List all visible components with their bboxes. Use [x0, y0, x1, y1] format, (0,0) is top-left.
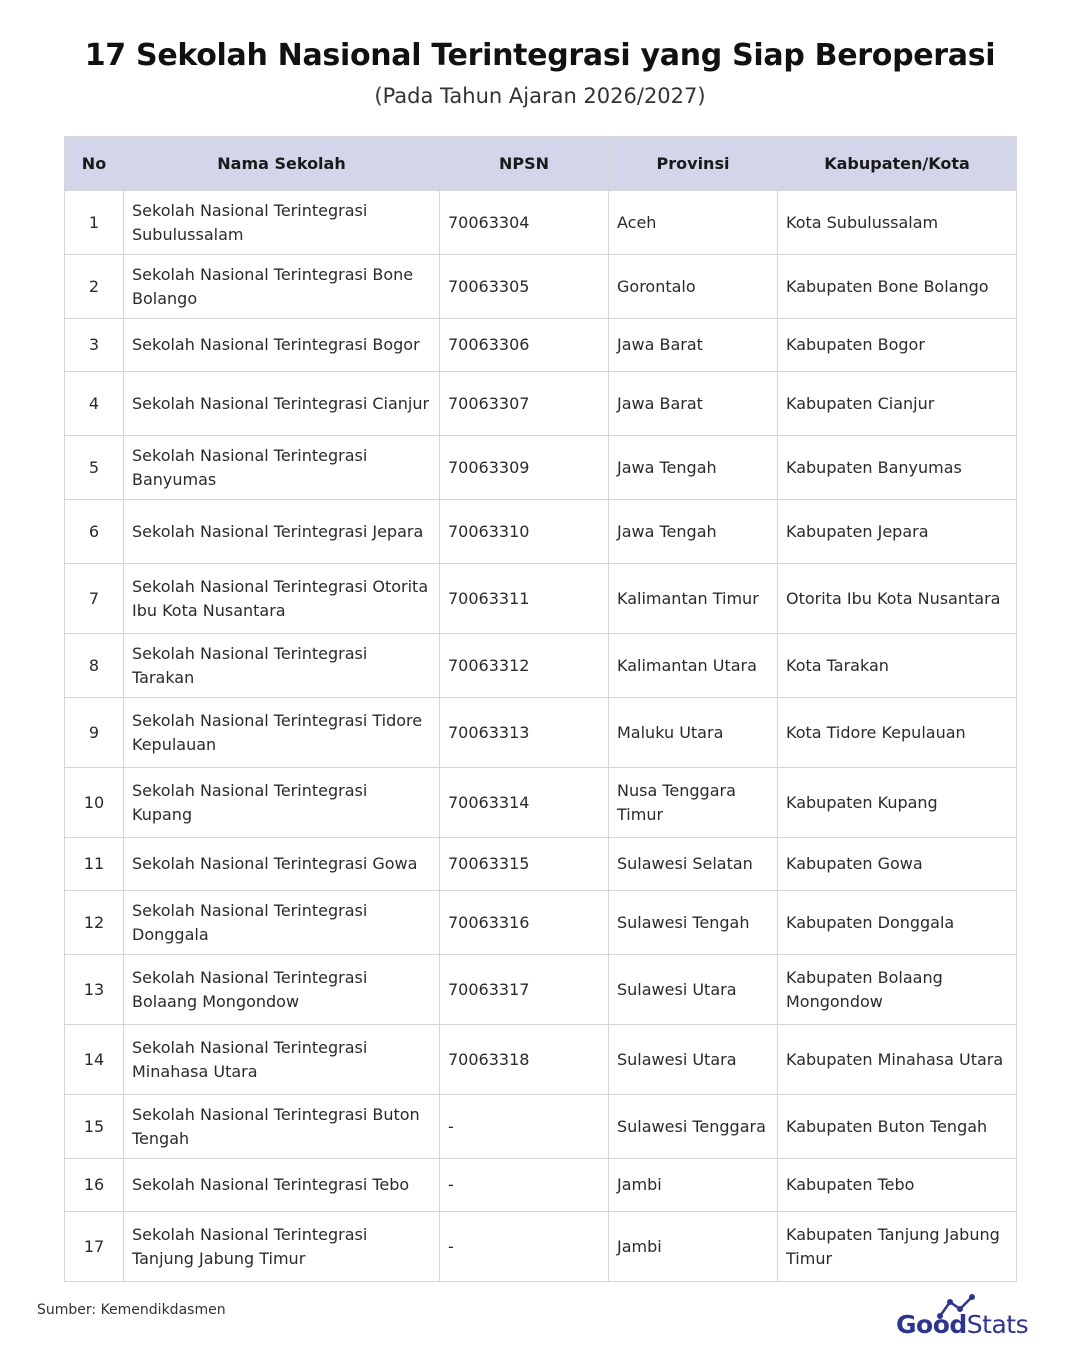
regency-city-cell: Kabupaten Buton Tengah — [778, 1095, 1017, 1159]
row-no-cell: 12 — [65, 891, 124, 955]
page-subtitle: (Pada Tahun Ajaran 2026/2027) — [374, 84, 706, 108]
province-cell: Sulawesi Utara — [609, 955, 778, 1025]
page-title: 17 Sekolah Nasional Terintegrasi yang Siap Beroperasi — [84, 38, 996, 73]
logo-text-stats: Stats — [966, 1310, 1029, 1339]
row-no-cell: 2 — [65, 255, 124, 319]
regency-city-cell: Kabupaten Cianjur — [778, 372, 1017, 436]
regency-city-cell: Kabupaten Jepara — [778, 500, 1017, 564]
province-cell: Jambi — [609, 1212, 778, 1282]
goodstats-logo — [896, 1292, 1056, 1340]
trend-line-icon — [896, 1292, 1056, 1340]
province-cell: Aceh — [609, 191, 778, 255]
row-no-cell: 4 — [65, 372, 124, 436]
row-no-cell: 8 — [65, 634, 124, 698]
regency-city-cell: Kabupaten Kupang — [778, 768, 1017, 838]
table-row — [65, 372, 1017, 436]
regency-city-cell: Kabupaten Bogor — [778, 319, 1017, 372]
table-row — [65, 191, 1017, 255]
province-cell: Sulawesi Selatan — [609, 838, 778, 891]
npsn-code-cell: 70063316 — [440, 891, 609, 955]
regency-city-cell: Kabupaten Gowa — [778, 838, 1017, 891]
column-header-provinsi: Provinsi — [609, 137, 778, 191]
row-no-cell: 14 — [65, 1025, 124, 1095]
province-cell: Jawa Tengah — [609, 436, 778, 500]
school-name-cell: Sekolah Nasional Terintegrasi Minahasa Utara — [124, 1025, 440, 1095]
table-row — [65, 436, 1017, 500]
province-cell: Kalimantan Timur — [609, 564, 778, 634]
school-name-cell: Sekolah Nasional Terintegrasi Tidore Kepulauan — [124, 698, 440, 768]
province-cell: Jawa Tengah — [609, 500, 778, 564]
school-name-cell: Sekolah Nasional Terintegrasi Subulussalam — [124, 191, 440, 255]
column-header-npsn: NPSN — [440, 137, 609, 191]
row-no-cell: 1 — [65, 191, 124, 255]
school-name-cell: Sekolah Nasional Terintegrasi Bolaang Mongondow — [124, 955, 440, 1025]
regency-city-cell: Kabupaten Donggala — [778, 891, 1017, 955]
province-cell: Kalimantan Utara — [609, 634, 778, 698]
schools-table — [64, 136, 1017, 1282]
province-cell: Jambi — [609, 1159, 778, 1212]
school-name-cell: Sekolah Nasional Terintegrasi Bogor — [124, 319, 440, 372]
npsn-code-cell: 70063305 — [440, 255, 609, 319]
npsn-code-cell: 70063307 — [440, 372, 609, 436]
npsn-code-cell: 70063317 — [440, 955, 609, 1025]
province-cell: Sulawesi Tenggara — [609, 1095, 778, 1159]
table-row — [65, 955, 1017, 1025]
row-no-cell: 10 — [65, 768, 124, 838]
province-cell: Gorontalo — [609, 255, 778, 319]
school-name-cell: Sekolah Nasional Terintegrasi Tebo — [124, 1159, 440, 1212]
npsn-code-cell: 70063313 — [440, 698, 609, 768]
regency-city-cell: Kota Tidore Kepulauan — [778, 698, 1017, 768]
npsn-code-cell: 70063311 — [440, 564, 609, 634]
regency-city-cell: Kota Tarakan — [778, 634, 1017, 698]
school-name-cell: Sekolah Nasional Terintegrasi Jepara — [124, 500, 440, 564]
school-name-cell: Sekolah Nasional Terintegrasi Donggala — [124, 891, 440, 955]
npsn-code-cell: 70063314 — [440, 768, 609, 838]
province-cell: Sulawesi Tengah — [609, 891, 778, 955]
regency-city-cell: Kabupaten Minahasa Utara — [778, 1025, 1017, 1095]
npsn-code-cell: 70063306 — [440, 319, 609, 372]
province-cell: Maluku Utara — [609, 698, 778, 768]
table-row — [65, 634, 1017, 698]
table-row — [65, 1025, 1017, 1095]
table-row — [65, 838, 1017, 891]
row-no-cell: 6 — [65, 500, 124, 564]
row-no-cell: 17 — [65, 1212, 124, 1282]
school-name-cell: Sekolah Nasional Terintegrasi Tanjung Jabung Timur — [124, 1212, 440, 1282]
table-row — [65, 319, 1017, 372]
table-row — [65, 500, 1017, 564]
npsn-code-cell: - — [440, 1095, 609, 1159]
column-header-kabupaten-kota: Kabupaten/Kota — [778, 137, 1017, 191]
row-no-cell: 5 — [65, 436, 124, 500]
province-cell: Sulawesi Utara — [609, 1025, 778, 1095]
npsn-code-cell: 70063312 — [440, 634, 609, 698]
regency-city-cell: Kabupaten Tebo — [778, 1159, 1017, 1212]
column-header-no: No — [65, 137, 124, 191]
table-header-row — [65, 137, 1017, 191]
logo-trend-dot — [969, 1294, 975, 1300]
table-row — [65, 255, 1017, 319]
regency-city-cell: Kabupaten Bone Bolango — [778, 255, 1017, 319]
table-body — [65, 191, 1017, 1282]
table-row — [65, 1212, 1017, 1282]
school-name-cell: Sekolah Nasional Terintegrasi Buton Tengah — [124, 1095, 440, 1159]
province-cell: Jawa Barat — [609, 319, 778, 372]
row-no-cell: 9 — [65, 698, 124, 768]
regency-city-cell: Kota Subulussalam — [778, 191, 1017, 255]
logo-trend-dot — [947, 1299, 953, 1305]
npsn-code-cell: - — [440, 1159, 609, 1212]
province-cell: Nusa Tenggara Timur — [609, 768, 778, 838]
school-name-cell: Sekolah Nasional Terintegrasi Tarakan — [124, 634, 440, 698]
regency-city-cell: Otorita Ibu Kota Nusantara — [778, 564, 1017, 634]
row-no-cell: 16 — [65, 1159, 124, 1212]
source-note: Sumber: Kemendikdasmen — [37, 1302, 226, 1318]
table-row — [65, 1159, 1017, 1212]
row-no-cell: 3 — [65, 319, 124, 372]
row-no-cell: 15 — [65, 1095, 124, 1159]
npsn-code-cell: - — [440, 1212, 609, 1282]
npsn-code-cell: 70063315 — [440, 838, 609, 891]
column-header-nama-sekolah: Nama Sekolah — [124, 137, 440, 191]
row-no-cell: 11 — [65, 838, 124, 891]
school-name-cell: Sekolah Nasional Terintegrasi Cianjur — [124, 372, 440, 436]
table-row — [65, 698, 1017, 768]
table-row — [65, 768, 1017, 838]
school-name-cell: Sekolah Nasional Terintegrasi Kupang — [124, 768, 440, 838]
school-name-cell: Sekolah Nasional Terintegrasi Gowa — [124, 838, 440, 891]
table-row — [65, 564, 1017, 634]
npsn-code-cell: 70063310 — [440, 500, 609, 564]
regency-city-cell: Kabupaten Tanjung Jabung Timur — [778, 1212, 1017, 1282]
regency-city-cell: Kabupaten Bolaang Mongondow — [778, 955, 1017, 1025]
school-name-cell: Sekolah Nasional Terintegrasi Bone Bolango — [124, 255, 440, 319]
row-no-cell: 13 — [65, 955, 124, 1025]
school-name-cell: Sekolah Nasional Terintegrasi Banyumas — [124, 436, 440, 500]
npsn-code-cell: 70063318 — [440, 1025, 609, 1095]
logo-text-good: Good — [896, 1310, 967, 1339]
province-cell: Jawa Barat — [609, 372, 778, 436]
school-name-cell: Sekolah Nasional Terintegrasi Otorita Ibu Kota Nusantara — [124, 564, 440, 634]
table-row — [65, 891, 1017, 955]
npsn-code-cell: 70063304 — [440, 191, 609, 255]
regency-city-cell: Kabupaten Banyumas — [778, 436, 1017, 500]
npsn-code-cell: 70063309 — [440, 436, 609, 500]
svg-text:GoodStats — [896, 1310, 1028, 1339]
row-no-cell: 7 — [65, 564, 124, 634]
table-row — [65, 1095, 1017, 1159]
